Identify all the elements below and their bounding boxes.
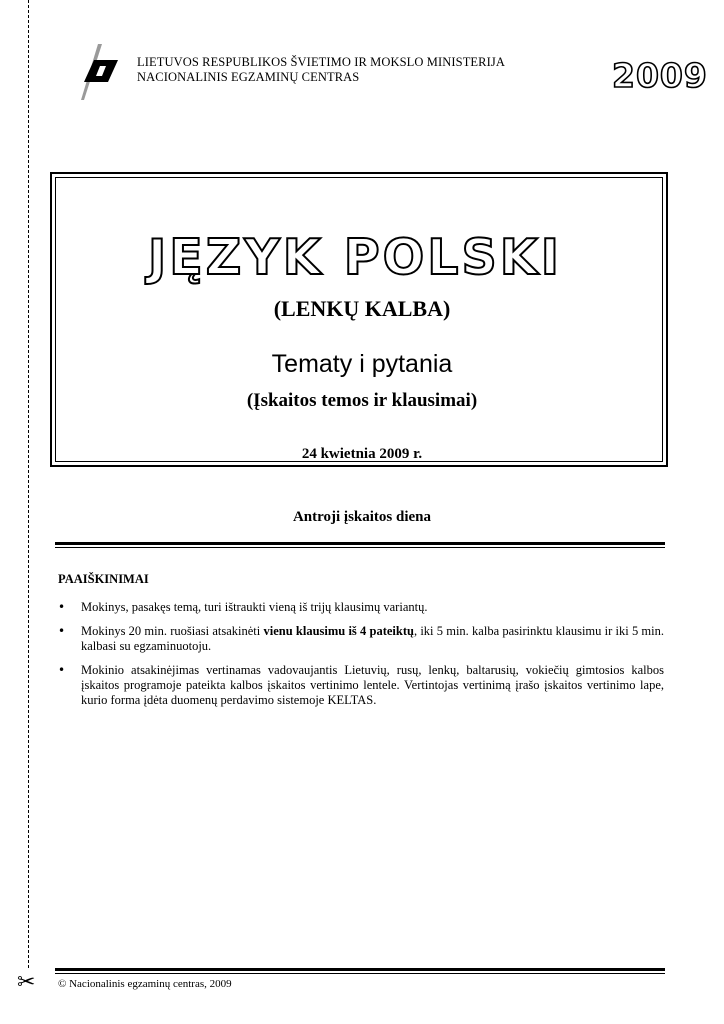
nec-logo [78,42,120,102]
copyright: © Nacionalinis egzaminų centras, 2009 [58,978,232,990]
list-item [58,663,664,708]
theme-subtitle: (Įskaitos temos ir klausimai) [246,390,478,411]
bullet-icon: • [58,663,66,677]
instructions-list [58,600,664,717]
ministry-line-1: LIETUVOS RESPUBLIKOS ŠVIETIMO IR MOKSLO MINISTERIJA [137,55,505,69]
instruction-text: Mokinys, pasakęs temą, turi ištraukti vieną iš trijų klausimų variantų. [81,600,428,614]
bullet-icon: • [58,624,66,638]
ministry-line-2: NACIONALINIS EGZAMINŲ CENTRAS [137,70,360,84]
section-divider [55,542,665,548]
cut-line [28,0,29,968]
instructions-title: PAAIŠKINIMAI [58,572,149,586]
instruction-text: Mokinys 20 min. ruošiasi atsakinėti [81,624,264,638]
list-item [58,624,664,654]
instruction-text: Mokinio atsakinėjimas vertinamas vadovaujantis Lietuvių, rusų, lenkų, baltarusių, vokiečių gimtosios kalbos įskaitos programoje pateikta kalbos įskaitos vertinimo lentele. Vertintojas vertinimą įrašo įskaitos vertinimo lape, kurio forma įdėta duomenų perdavimo sistemoje KELTAS. [81,663,664,707]
instruction-emphasis: vienu klausimu iš 4 pateiktų [263,624,414,638]
instruction-text: , iki 5 min. kalba pasirinktu klausimu ir iki 5 min. kalbasi su egzaminuotoju. [81,624,664,653]
ministry-header [137,55,505,85]
theme-title: Tematy i pytania [271,350,453,378]
list-item [58,600,664,615]
exam-date: 24 kwietnia 2009 r. [301,446,423,462]
subject-subtitle: (LENKŲ KALBA) [273,296,451,321]
footer-divider [55,968,665,974]
scissors-icon: ✂ [17,970,36,995]
day-label: Antroji įskaitos diena [292,509,432,525]
bullet-icon: • [58,600,66,614]
subject-title: JĘZYK POLSKI [147,229,563,286]
exam-year: 2009 [612,56,708,95]
